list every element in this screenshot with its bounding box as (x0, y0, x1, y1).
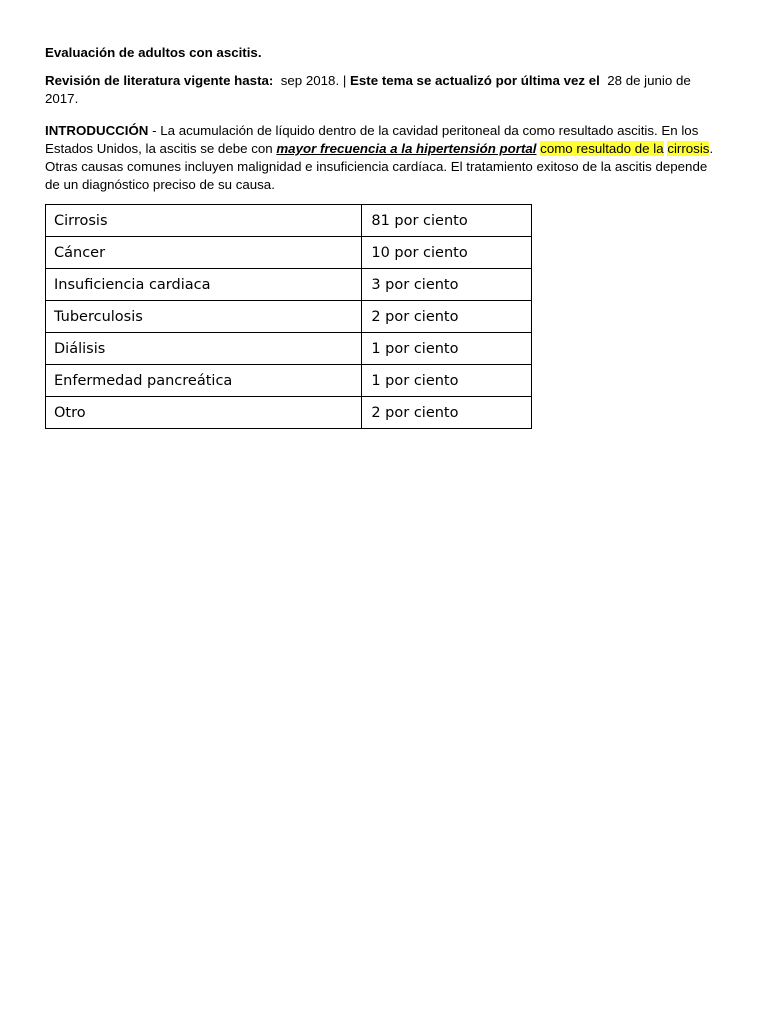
percent-cell: 81 por ciento (362, 205, 532, 237)
cause-cell: Enfermedad pancreática (46, 365, 362, 397)
table-row (46, 205, 532, 237)
intro-rest: . Otras causas comunes incluyen malignidad e insuficiencia cardíaca. El tratamiento exitoso de la ascitis depende de un diagnóstico preciso de su causa. (45, 141, 714, 192)
review-separator: | (342, 73, 347, 88)
intro-label: INTRODUCCIÓN (45, 123, 149, 138)
updated-date: 28 de junio de 2017. (45, 73, 691, 106)
cause-cell: Diálisis (46, 333, 362, 365)
cause-cell: Cáncer (46, 237, 362, 269)
table-row (46, 333, 532, 365)
table-row (46, 365, 532, 397)
cause-cell: Insuficiencia cardiaca (46, 269, 362, 301)
cause-cell: Cirrosis (46, 205, 362, 237)
cause-cell: Tuberculosis (46, 301, 362, 333)
updated-label: Este tema se actualizó por última vez el (350, 73, 600, 88)
percent-cell: 3 por ciento (362, 269, 532, 301)
percent-cell: 1 por ciento (362, 365, 532, 397)
intro-highlight-1: como resultado de la (540, 141, 664, 156)
causes-table (45, 204, 532, 429)
percent-cell: 10 por ciento (362, 237, 532, 269)
review-line (45, 72, 725, 108)
percent-cell: 1 por ciento (362, 333, 532, 365)
table-row (46, 397, 532, 429)
intro-emphasis: mayor frecuencia a la hipertensión portal (276, 141, 537, 156)
table-row (46, 269, 532, 301)
percent-cell: 2 por ciento (362, 397, 532, 429)
document-page (45, 44, 725, 429)
intro-text: - La acumulación de líquido dentro de la cavidad peritoneal da como resultado ascitis. En los Estados Unidos, la ascitis se debe con (45, 123, 699, 156)
intro-paragraph (45, 122, 725, 194)
document-title: Evaluación de adultos con ascitis. (45, 45, 262, 60)
intro-highlight-2: cirrosis (667, 141, 710, 156)
table-row (46, 301, 532, 333)
percent-cell: 2 por ciento (362, 301, 532, 333)
table-row (46, 237, 532, 269)
review-label: Revisión de literatura vigente hasta: (45, 73, 274, 88)
review-date: sep 2018. (280, 73, 340, 88)
cause-cell: Otro (46, 397, 362, 429)
